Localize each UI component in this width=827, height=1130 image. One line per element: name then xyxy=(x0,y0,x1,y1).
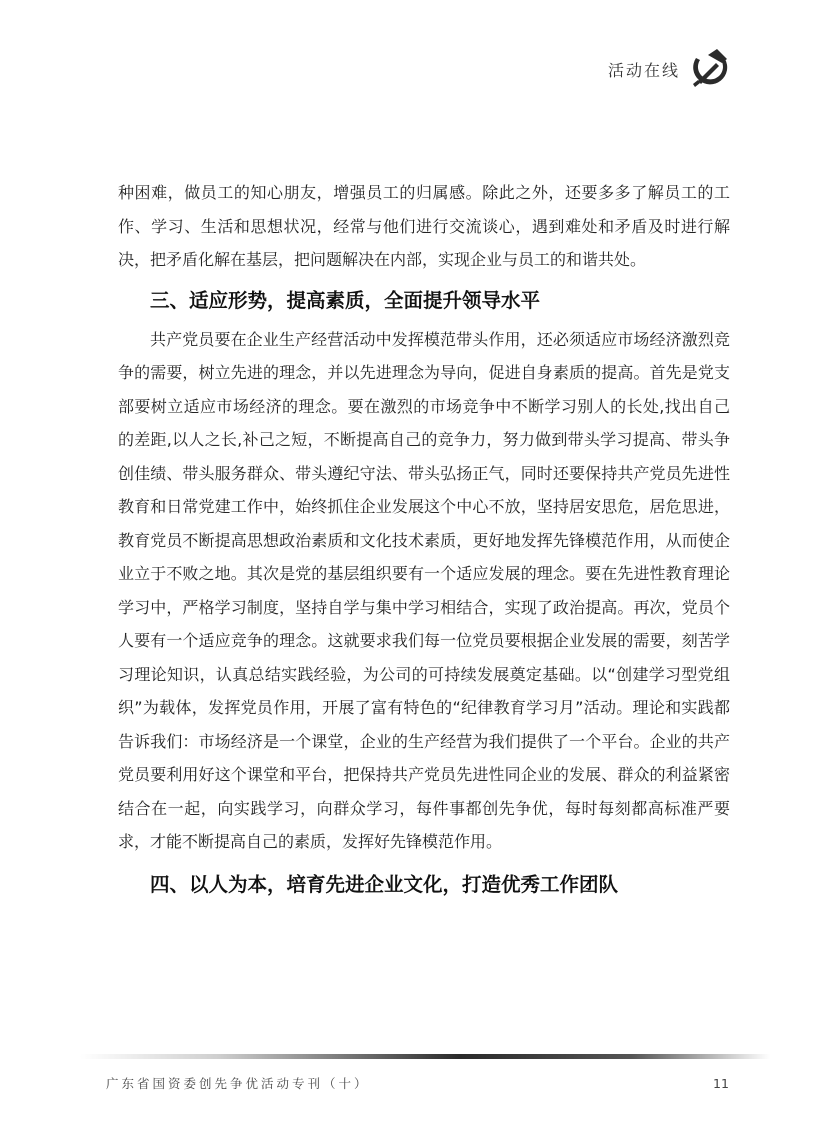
publication-title: 广东省国资委创先争优活动专刊（十） xyxy=(106,1076,370,1091)
section-heading: 四、以人为本，培育先进企业文化，打造优秀工作团队 xyxy=(150,872,619,896)
paragraph: 种困难，做员工的知心朋友，增强员工的归属感。除此之外，还要多多了解员工的工作、学习、生活和思想状况，经常与他们进行交流谈心，遇到难处和矛盾及时进行解决，把矛盾化解在基层，把问题解决在内部，实现企业与员工的和谐共处。 xyxy=(118,183,730,269)
article-body xyxy=(118,176,730,907)
page-number: 11 xyxy=(713,1076,729,1091)
footer-divider xyxy=(80,1054,770,1059)
hammer-sickle-icon xyxy=(686,45,732,91)
section-title: 活动在线 xyxy=(608,61,681,80)
section-heading: 三、适应形势，提高素质，全面提升领导水平 xyxy=(150,288,541,312)
paragraph: 共产党员要在企业生产经营活动中发挥模范带头作用，还必须适应市场经济激烈竞争的需要，树立先进的理念，并以先进理念为导向，促进自身素质的提高。首先是党支部要树立适应市场经济的理念。要在激烈的市场竞争中不断学习别人的长处,找出自己的差距,以人之长,补己之短，不断提高自己的竞争力，努力做到带头学习提高、带头争创佳绩、带头服务群众、带头遵纪守法、带头弘扬正气，同时还要保持共产党员先进性教育和日常党建工作中，始终抓住企业发展这个中心不放，坚持居安思危，居危思进，教育党员不断提高思想政治素质和文化技术素质，更好地发挥先锋模范作用，从而使企业立于不败之地。其次是党的基层组织要有一个适应发展的理念。要在先进性教育理论学习中，严格学习制度，坚持自学与集中学习相结合，实现了政治提高。再次，党员个人要有一个适应竞争的理念。这就要求我们每一位党员要根据企业发展的需要，刻苦学习理论知识，认真总结实践经验，为公司的可持续发展奠定基础。以“创建学习型党组织”为载体，发挥党员作用，开展了富有特色的“纪律教育学习月”活动。理论和实践都告诉我们：市场经济是一个课堂，企业的生产经营为我们提供了一个平台。企业的共产党员要利用好这个课堂和平台，把保持共产党员先进性同企业的发展、群众的利益紧密结合在一起，向实践学习，向群众学习，每件事都创先争优，每时每刻都高标准严要求，才能不断提高自己的素质，发挥好先锋模范作用。 xyxy=(118,329,730,851)
